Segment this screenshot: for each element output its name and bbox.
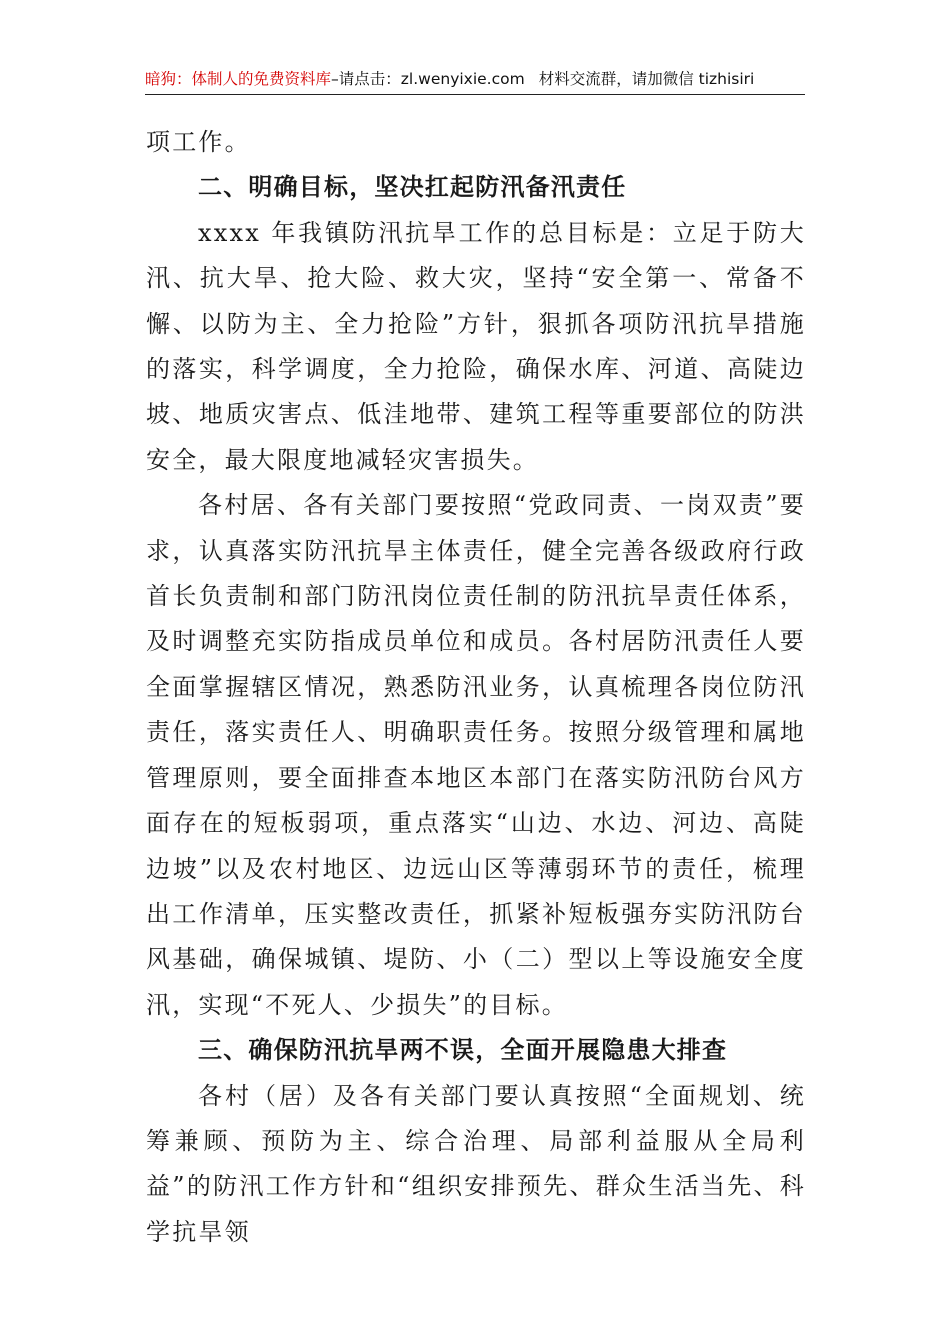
site-name: 暗狗：体制人的免费资料库 bbox=[145, 70, 332, 88]
section-3-heading: 三、确保防汛抗旱两不误，全面开展隐患大排查 bbox=[198, 1036, 728, 1065]
site-url-link[interactable]: zl.wenyixie.com bbox=[400, 70, 525, 88]
click-prompt: –请点击： bbox=[331, 70, 401, 88]
continued-paragraph: 项工作。 bbox=[146, 128, 251, 156]
page-header bbox=[145, 64, 805, 95]
wechat-note: 材料交流群，请加微信 tizhisiri bbox=[538, 70, 755, 88]
section-2-paragraph-1: xxxx 年我镇防汛抗旱工作的总目标是：立足于防大汛、抗大旱、抢大险、救大灾，坚持“安全第一、常备不懈、以防为主、全力抢险”方针，狠抓各项防汛抗旱措施的落实，科学调度，全力抢险，确保水库、河道、高陡边坡、地质灾害点、低洼地带、建筑工程等重要部位的防洪安全，最大限度地减轻灾害损失。 bbox=[146, 218, 806, 474]
section-2-paragraph-2: 各村居、各有关部门要按照“党政同责、一岗双责”要求，认真落实防汛抗旱主体责任，健全完善各级政府行政首长负责制和部门防汛岗位责任制的防汛抗旱责任体系，及时调整充实防指成员单位和成员。各村居防汛责任人要全面掌握辖区情况，熟悉防汛业务，认真梳理各岗位防汛责任，落实责任人、明确职责任务。按照分级管理和属地管理原则，要全面排查本地区本部门在落实防汛防台风方面存在的短板弱项，重点落实“山边、水边、河边、高陡边坡”以及农村地区、边远山区等薄弱环节的责任，梳理出工作清单，压实整改责任，抓紧补短板强夯实防汛防台风基础，确保城镇、堤防、小（二）型以上等设施安全度汛，实现“不死人、少损失”的目标。 bbox=[146, 491, 806, 1019]
section-3-paragraph-1: 各村（居）及各有关部门要认真按照“全面规划、统筹兼顾、预防为主、综合治理、局部利益服从全局利益”的防汛工作方针和“组织安排预先、群众生活当先、科学抗旱领 bbox=[146, 1081, 806, 1246]
section-2-heading: 二、明确目标，坚决扛起防汛备汛责任 bbox=[198, 173, 627, 202]
document-body bbox=[146, 120, 806, 1255]
